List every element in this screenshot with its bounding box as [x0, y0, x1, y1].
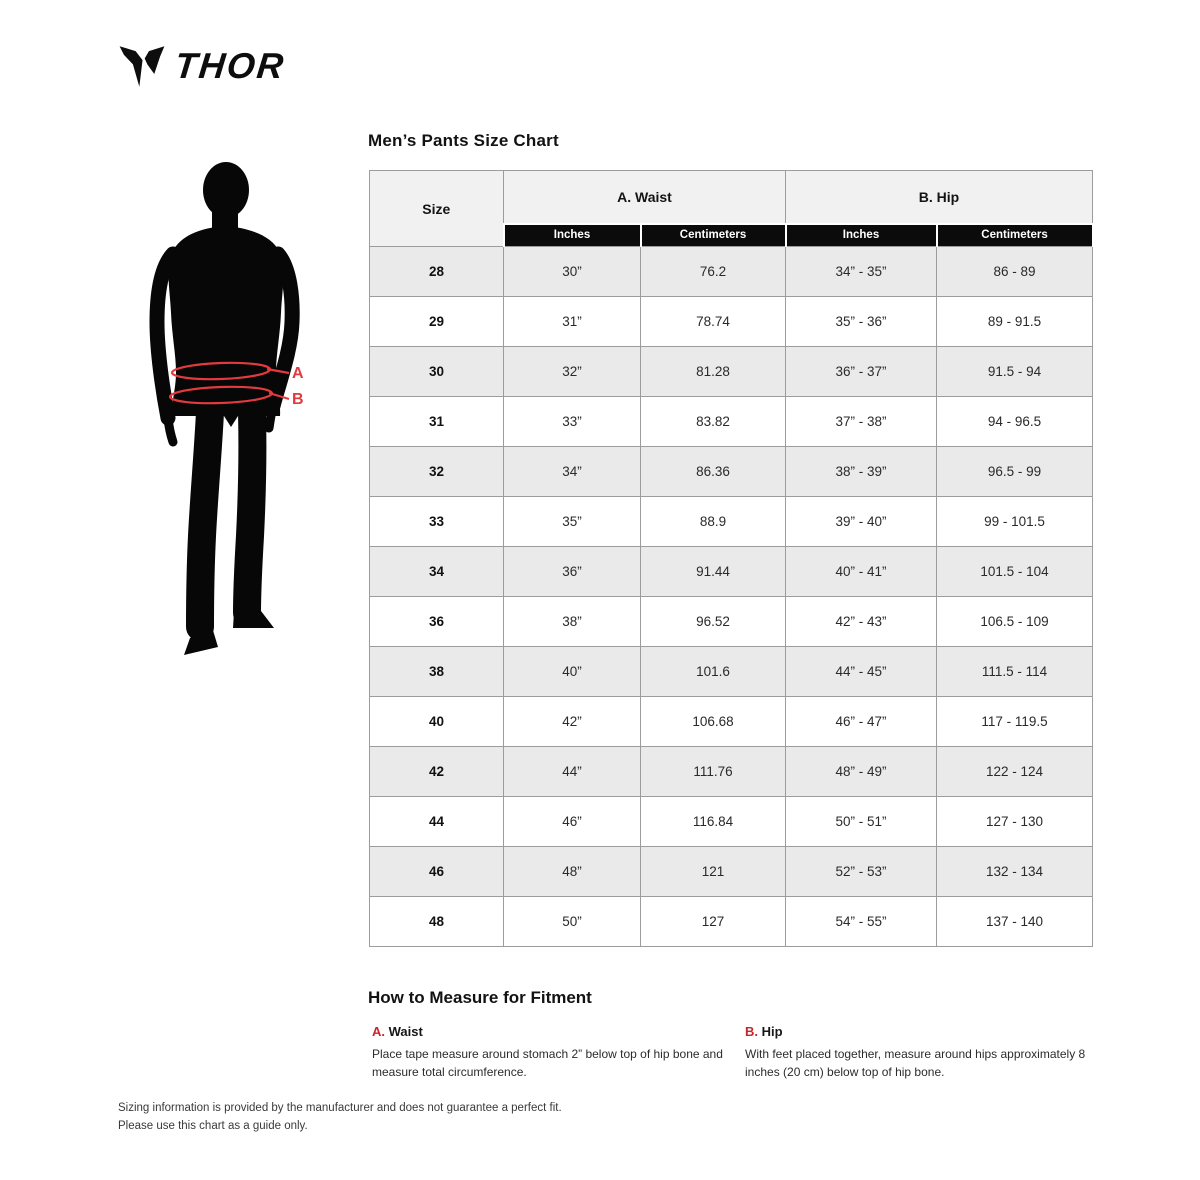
disclaimer [118, 1100, 562, 1136]
waist-inches-cell: 48” [504, 847, 641, 897]
hip-cm-cell: 111.5 - 114 [937, 647, 1093, 697]
column-header-waist: A. Waist [504, 171, 786, 224]
size-cell: 31 [370, 397, 504, 447]
hip-inches-cell: 54” - 55” [786, 897, 937, 947]
subheader-waist-centimeters: Centimeters [641, 224, 786, 247]
measure-text-waist: Place tape measure around stomach 2” below top of hip bone and measure total circumference. [372, 1047, 723, 1079]
size-row [370, 647, 1093, 697]
size-row [370, 547, 1093, 597]
hip-cm-cell: 99 - 101.5 [937, 497, 1093, 547]
waist-inches-cell: 33” [504, 397, 641, 447]
waist-cm-cell: 83.82 [641, 397, 786, 447]
hip-inches-cell: 37” - 38” [786, 397, 937, 447]
size-row [370, 447, 1093, 497]
waist-inches-cell: 50” [504, 897, 641, 947]
hip-cm-cell: 117 - 119.5 [937, 697, 1093, 747]
size-row [370, 297, 1093, 347]
subheader-hip-centimeters: Centimeters [937, 224, 1093, 247]
size-cell: 42 [370, 747, 504, 797]
measure-letter-a: A. [372, 1024, 385, 1039]
brand-name: THOR [172, 45, 288, 86]
waist-cm-cell: 111.76 [641, 747, 786, 797]
waist-label-a: A [292, 365, 304, 382]
hip-cm-cell: 137 - 140 [937, 897, 1093, 947]
size-cell: 33 [370, 497, 504, 547]
hip-cm-cell: 94 - 96.5 [937, 397, 1093, 447]
waist-inches-cell: 34” [504, 447, 641, 497]
waist-cm-cell: 101.6 [641, 647, 786, 697]
waist-cm-cell: 127 [641, 897, 786, 947]
waist-inches-cell: 38” [504, 597, 641, 647]
waist-inches-cell: 46” [504, 797, 641, 847]
hip-inches-cell: 39” - 40” [786, 497, 937, 547]
waist-cm-cell: 76.2 [641, 247, 786, 297]
body-measurement-figure [140, 150, 360, 670]
hip-cm-cell: 89 - 91.5 [937, 297, 1093, 347]
waist-inches-cell: 42” [504, 697, 641, 747]
hip-inches-cell: 42” - 43” [786, 597, 937, 647]
hip-inches-cell: 35” - 36” [786, 297, 937, 347]
size-chart-title: Men’s Pants Size Chart [368, 131, 559, 150]
size-row [370, 597, 1093, 647]
size-cell: 38 [370, 647, 504, 697]
size-row [370, 347, 1093, 397]
subheader-waist-inches: Inches [504, 224, 641, 247]
hip-inches-cell: 40” - 41” [786, 547, 937, 597]
waist-inches-cell: 32” [504, 347, 641, 397]
waist-inches-cell: 30” [504, 247, 641, 297]
waist-cm-cell: 106.68 [641, 697, 786, 747]
waist-inches-cell: 44” [504, 747, 641, 797]
measure-item-waist [372, 1024, 724, 1081]
waist-cm-cell: 121 [641, 847, 786, 897]
hip-cm-cell: 96.5 - 99 [937, 447, 1093, 497]
hip-inches-cell: 34” - 35” [786, 247, 937, 297]
waist-cm-cell: 91.44 [641, 547, 786, 597]
size-cell: 44 [370, 797, 504, 847]
waist-cm-cell: 81.28 [641, 347, 786, 397]
waist-cm-cell: 116.84 [641, 797, 786, 847]
hip-cm-cell: 91.5 - 94 [937, 347, 1093, 397]
disclaimer-line-1: Sizing information is provided by the manufacturer and does not guarantee a perfect fit. [118, 1102, 562, 1114]
hip-inches-cell: 36” - 37” [786, 347, 937, 397]
size-row [370, 247, 1093, 297]
measure-item-hip [745, 1024, 1097, 1081]
size-row [370, 497, 1093, 547]
waist-inches-cell: 35” [504, 497, 641, 547]
size-cell: 29 [370, 297, 504, 347]
thor-horns-icon [118, 44, 166, 88]
column-header-size: Size [370, 171, 504, 247]
size-cell: 40 [370, 697, 504, 747]
size-row [370, 747, 1093, 797]
size-cell: 46 [370, 847, 504, 897]
hip-cm-cell: 101.5 - 104 [937, 547, 1093, 597]
measure-name-hip: Hip [761, 1024, 783, 1039]
measure-letter-b: B. [745, 1024, 758, 1039]
waist-inches-cell: 36” [504, 547, 641, 597]
subheader-hip-inches: Inches [786, 224, 937, 247]
disclaimer-line-2: Please use this chart as a guide only. [118, 1119, 308, 1132]
waist-cm-cell: 96.52 [641, 597, 786, 647]
size-table-body [370, 247, 1093, 947]
hip-cm-cell: 106.5 - 109 [937, 597, 1093, 647]
hip-label-b: B [292, 391, 304, 408]
waist-cm-cell: 78.74 [641, 297, 786, 347]
size-row [370, 897, 1093, 947]
hip-inches-cell: 46” - 47” [786, 697, 937, 747]
size-row [370, 847, 1093, 897]
size-cell: 34 [370, 547, 504, 597]
hip-inches-cell: 52” - 53” [786, 847, 937, 897]
waist-inches-cell: 31” [504, 297, 641, 347]
waist-cm-cell: 88.9 [641, 497, 786, 547]
size-cell: 48 [370, 897, 504, 947]
measure-name-waist: Waist [388, 1024, 423, 1039]
size-row [370, 797, 1093, 847]
size-cell: 36 [370, 597, 504, 647]
waist-cm-cell: 86.36 [641, 447, 786, 497]
hip-inches-cell: 48” - 49” [786, 747, 937, 797]
hip-inches-cell: 44” - 45” [786, 647, 937, 697]
size-chart-table [369, 170, 1094, 947]
size-cell: 32 [370, 447, 504, 497]
hip-cm-cell: 127 - 130 [937, 797, 1093, 847]
size-cell: 28 [370, 247, 504, 297]
brand-logo [118, 44, 288, 88]
hip-inches-cell: 38” - 39” [786, 447, 937, 497]
size-row [370, 397, 1093, 447]
how-to-measure-title: How to Measure for Fitment [368, 988, 592, 1007]
size-row [370, 697, 1093, 747]
waist-inches-cell: 40” [504, 647, 641, 697]
size-cell: 30 [370, 347, 504, 397]
column-header-hip: B. Hip [786, 171, 1093, 224]
hip-cm-cell: 132 - 134 [937, 847, 1093, 897]
hip-cm-cell: 122 - 124 [937, 747, 1093, 797]
hip-inches-cell: 50” - 51” [786, 797, 937, 847]
measure-text-hip: With feet placed together, measure around hips approximately 8 inches (20 cm) below top of hip bone. [745, 1047, 1086, 1079]
hip-cm-cell: 86 - 89 [937, 247, 1093, 297]
